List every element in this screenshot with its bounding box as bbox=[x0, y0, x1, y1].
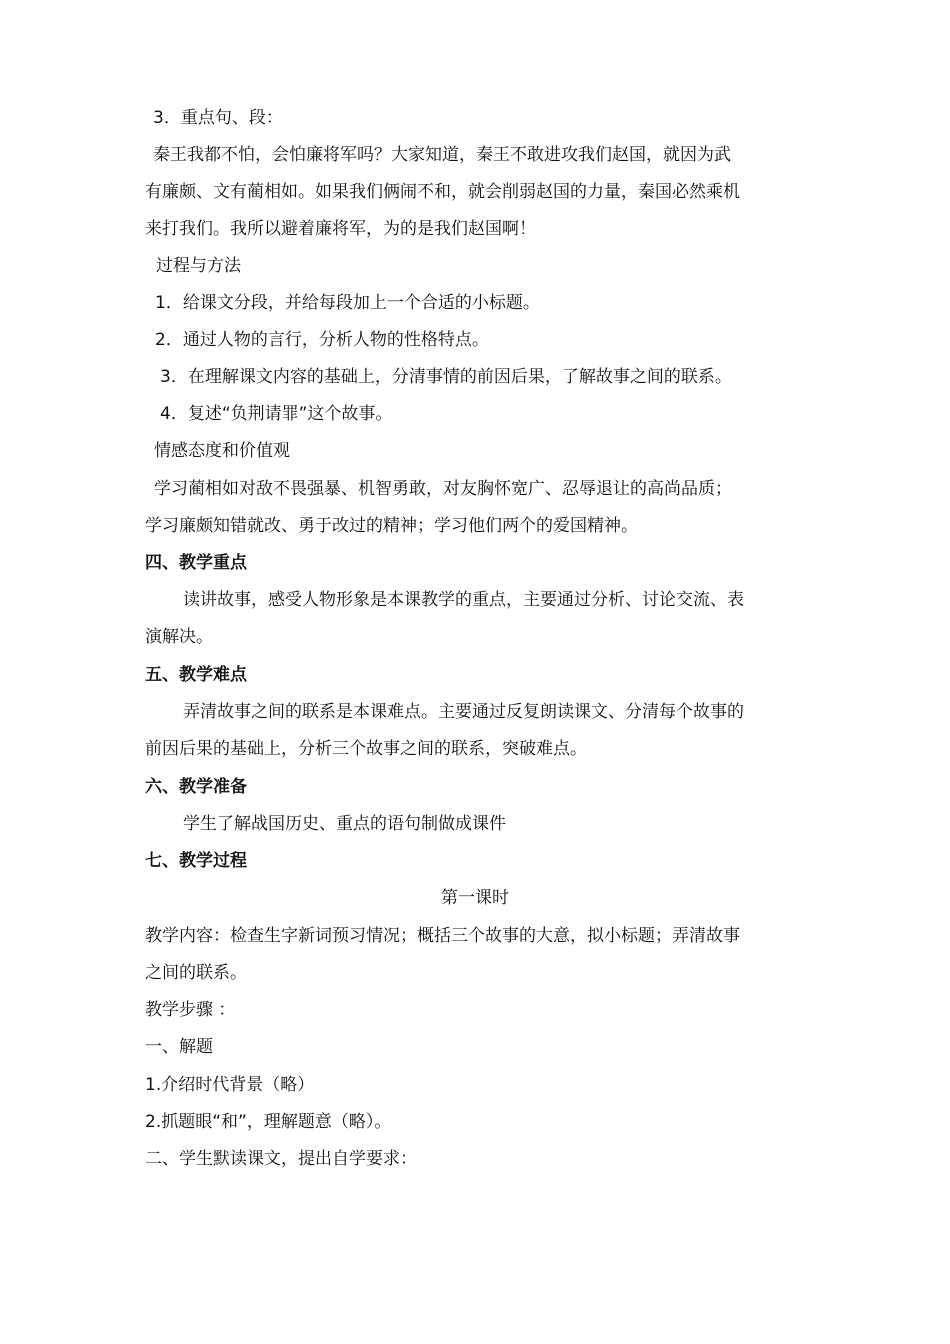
difficulty-line-2: 前因后果的基础上，分析三个故事之间的联系，突破难点。 bbox=[145, 739, 587, 759]
quote-line-2: 有廉颇、文有蔺相如。如果我们俩闹不和，就会削弱赵国的力量，秦国必然乘机 bbox=[145, 182, 740, 202]
step-1-heading: 一、解题 bbox=[145, 1037, 213, 1057]
section-4-heading: 四、教学重点 bbox=[145, 553, 247, 573]
lesson-one-title: 第一课时 bbox=[441, 888, 509, 908]
difficulty-line-1: 弄清故事之间的联系是本课难点。主要通过反复朗读课文、分清每个故事的 bbox=[183, 702, 744, 722]
key-sentences-heading: 3．重点句、段： bbox=[153, 108, 283, 128]
emotion-values-heading: 情感态度和价值观 bbox=[154, 441, 290, 461]
quote-line-3: 来打我们。我所以避着廉将军，为的是我们赵国啊！ bbox=[145, 219, 536, 239]
step-1-item-2: 2.抓题眼“和”，理解题意（略）。 bbox=[145, 1112, 392, 1132]
step-1-item-1: 1.介绍时代背景（略） bbox=[145, 1075, 315, 1095]
process-method-heading: 过程与方法 bbox=[156, 256, 241, 276]
emotion-line-1: 学习蔺相如对敌不畏强暴、机智勇敢，对友胸怀宽广、忍辱退让的高尚品质； bbox=[154, 479, 732, 499]
process-item-4: 4．复述“负荆请罪”这个故事。 bbox=[160, 404, 393, 424]
process-item-3: 3．在理解课文内容的基础上，分清事情的前因后果，了解故事之间的联系。 bbox=[160, 367, 732, 387]
step-2-heading: 二、学生默读课文，提出自学要求： bbox=[145, 1149, 417, 1169]
section-5-heading: 五、教学难点 bbox=[145, 665, 247, 685]
content-line-2: 之间的联系。 bbox=[145, 963, 247, 983]
focus-line-1: 读讲故事，感受人物形象是本课教学的重点，主要通过分析、讨论交流、表 bbox=[183, 590, 744, 610]
process-item-1: 1．给课文分段，并给每段加上一个合适的小标题。 bbox=[155, 293, 540, 313]
quote-line-1: 秦王我都不怕，会怕廉将军吗？大家知道，秦王不敢进攻我们赵国，就因为武 bbox=[153, 145, 731, 165]
preparation-line: 学生了解战国历史、重点的语句制做成课件 bbox=[183, 814, 506, 834]
emotion-line-2: 学习廉颇知错就改、勇于改过的精神；学习他们两个的爱国精神。 bbox=[145, 516, 638, 536]
focus-line-2: 演解决。 bbox=[145, 627, 213, 647]
content-line-1: 教学内容：检查生字新词预习情况；概括三个故事的大意，拟小标题；弄清故事 bbox=[145, 926, 740, 946]
steps-heading: 教学步骤 ： bbox=[145, 1000, 236, 1020]
section-7-heading: 七、教学过程 bbox=[145, 851, 247, 871]
process-item-2: 2．通过人物的言行，分析人物的性格特点。 bbox=[155, 330, 489, 350]
section-6-heading: 六、教学准备 bbox=[145, 777, 247, 797]
